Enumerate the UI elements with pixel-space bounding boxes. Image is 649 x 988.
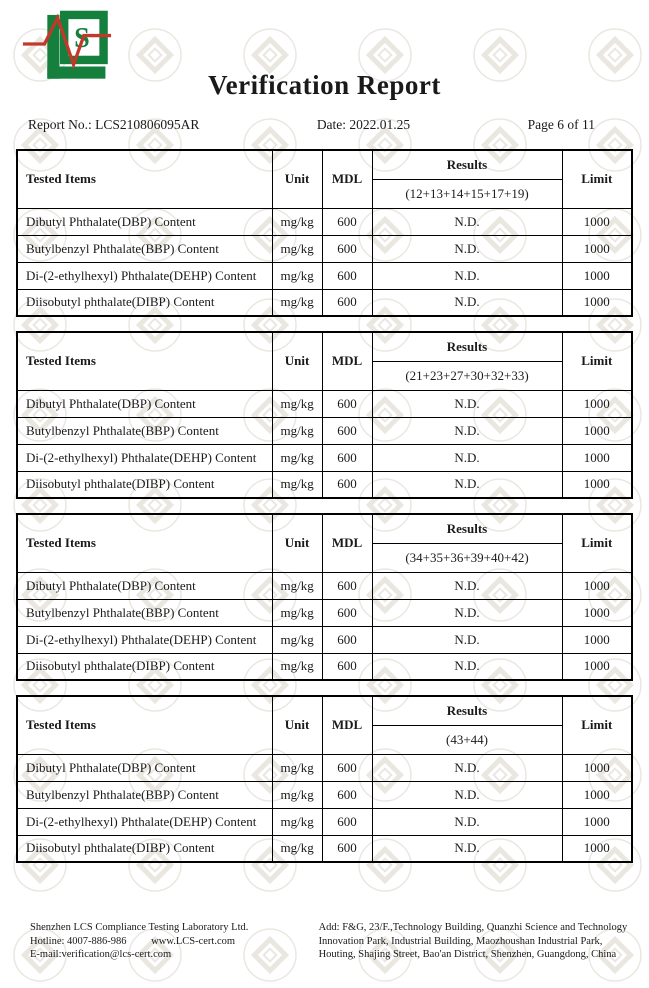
result-value: N.D. xyxy=(372,417,562,444)
table-header-row xyxy=(17,514,632,543)
tested-item: Diisobutyl phthalate(DIBP) Content xyxy=(17,289,272,316)
table-header-row xyxy=(17,150,632,179)
table-row xyxy=(17,390,632,417)
website-link[interactable]: www.LCS-cert.com xyxy=(151,935,236,947)
limit-value: 1000 xyxy=(562,781,632,808)
result-value: N.D. xyxy=(372,572,562,599)
mdl-value: 600 xyxy=(322,599,372,626)
page-number: Page 6 of 11 xyxy=(527,117,595,132)
tested-item: Dibutyl Phthalate(DBP) Content xyxy=(17,390,272,417)
header-limit: Limit xyxy=(562,150,632,208)
table-row xyxy=(17,754,632,781)
header-limit: Limit xyxy=(562,514,632,572)
table-row xyxy=(17,235,632,262)
limit-value: 1000 xyxy=(562,417,632,444)
mdl-value: 600 xyxy=(322,444,372,471)
result-value: N.D. xyxy=(372,599,562,626)
tested-item: Dibutyl Phthalate(DBP) Content xyxy=(17,572,272,599)
address-line: Add: F&G, 23/F.,Technology Building, Quanzhi Science and Technology xyxy=(318,922,628,933)
limit-value: 1000 xyxy=(562,808,632,835)
email-link[interactable]: E-mail:verification@lcs-cert.com xyxy=(30,949,172,960)
limit-value: 1000 xyxy=(562,626,632,653)
header-results: Results xyxy=(372,332,562,361)
result-value: N.D. xyxy=(372,471,562,498)
results-table-1 xyxy=(16,149,633,317)
result-value: N.D. xyxy=(372,626,562,653)
unit-value: mg/kg xyxy=(272,471,322,498)
mdl-value: 600 xyxy=(322,235,372,262)
limit-value: 1000 xyxy=(562,599,632,626)
table-row xyxy=(17,444,632,471)
tested-item: Butylbenzyl Phthalate(BBP) Content xyxy=(17,417,272,444)
unit-value: mg/kg xyxy=(272,235,322,262)
header-unit: Unit xyxy=(272,332,322,390)
results-table-4 xyxy=(16,695,633,863)
limit-value: 1000 xyxy=(562,835,632,862)
mdl-value: 600 xyxy=(322,626,372,653)
header-tested-items: Tested Items xyxy=(17,514,272,572)
footer-contact-block xyxy=(30,921,319,962)
limit-value: 1000 xyxy=(562,653,632,680)
report-number: Report No.: LCS210806095AR xyxy=(28,117,200,132)
header-limit: Limit xyxy=(562,696,632,754)
mdl-value: 600 xyxy=(322,754,372,781)
mdl-value: 600 xyxy=(322,208,372,235)
unit-value: mg/kg xyxy=(272,626,322,653)
result-value: N.D. xyxy=(372,235,562,262)
limit-value: 1000 xyxy=(562,235,632,262)
results-table-2 xyxy=(16,331,633,499)
header-tested-items: Tested Items xyxy=(17,332,272,390)
address-line: Houting, Shajing Street, Bao'an District, Shenzhen, Guangdong, China xyxy=(318,949,617,960)
result-value: N.D. xyxy=(372,653,562,680)
lcs-logo-icon xyxy=(22,4,112,84)
hotline: Hotline: 4007-886-986 xyxy=(30,935,127,947)
unit-value: mg/kg xyxy=(272,572,322,599)
unit-value: mg/kg xyxy=(272,208,322,235)
mdl-value: 600 xyxy=(322,835,372,862)
table-row xyxy=(17,781,632,808)
header-unit: Unit xyxy=(272,696,322,754)
result-value: N.D. xyxy=(372,208,562,235)
unit-value: mg/kg xyxy=(272,262,322,289)
result-value: N.D. xyxy=(372,390,562,417)
table-row xyxy=(17,208,632,235)
result-value: N.D. xyxy=(372,444,562,471)
mdl-value: 600 xyxy=(322,572,372,599)
unit-value: mg/kg xyxy=(272,390,322,417)
mdl-value: 600 xyxy=(322,808,372,835)
result-value: N.D. xyxy=(372,262,562,289)
result-value: N.D. xyxy=(372,781,562,808)
mdl-value: 600 xyxy=(322,653,372,680)
header-mdl: MDL xyxy=(322,332,372,390)
header-unit: Unit xyxy=(272,150,322,208)
result-value: N.D. xyxy=(372,808,562,835)
tested-item: Di-(2-ethylhexyl) Phthalate(DEHP) Content xyxy=(17,444,272,471)
limit-value: 1000 xyxy=(562,572,632,599)
unit-value: mg/kg xyxy=(272,599,322,626)
tested-item: Dibutyl Phthalate(DBP) Content xyxy=(17,754,272,781)
unit-value: mg/kg xyxy=(272,653,322,680)
mdl-value: 600 xyxy=(322,289,372,316)
page-title: Verification Report xyxy=(208,70,441,100)
header-mdl: MDL xyxy=(322,514,372,572)
limit-value: 1000 xyxy=(562,262,632,289)
unit-value: mg/kg xyxy=(272,754,322,781)
header-mdl: MDL xyxy=(322,150,372,208)
table-header-row xyxy=(17,332,632,361)
limit-value: 1000 xyxy=(562,471,632,498)
results-group: (43+44) xyxy=(372,725,562,754)
results-group: (21+23+27+30+32+33) xyxy=(372,361,562,390)
header-results: Results xyxy=(372,514,562,543)
result-value: N.D. xyxy=(372,754,562,781)
results-table-3 xyxy=(16,513,633,681)
mdl-value: 600 xyxy=(322,417,372,444)
unit-value: mg/kg xyxy=(272,781,322,808)
table-row xyxy=(17,599,632,626)
results-group: (12+13+14+15+17+19) xyxy=(372,179,562,208)
report-meta-row xyxy=(0,117,649,135)
mdl-value: 600 xyxy=(322,471,372,498)
tested-item: Butylbenzyl Phthalate(BBP) Content xyxy=(17,599,272,626)
page-footer xyxy=(30,921,635,962)
tested-item: Di-(2-ethylhexyl) Phthalate(DEHP) Content xyxy=(17,262,272,289)
footer-address-block xyxy=(319,921,635,962)
table-row xyxy=(17,289,632,316)
mdl-value: 600 xyxy=(322,262,372,289)
table-row xyxy=(17,572,632,599)
mdl-value: 600 xyxy=(322,781,372,808)
unit-value: mg/kg xyxy=(272,417,322,444)
tested-item: Diisobutyl phthalate(DIBP) Content xyxy=(17,835,272,862)
header-results: Results xyxy=(372,696,562,725)
results-group: (34+35+36+39+40+42) xyxy=(372,543,562,572)
header-unit: Unit xyxy=(272,514,322,572)
limit-value: 1000 xyxy=(562,390,632,417)
table-row xyxy=(17,653,632,680)
company-name: Shenzhen LCS Compliance Testing Laboratory Ltd. xyxy=(30,922,249,933)
result-value: N.D. xyxy=(372,289,562,316)
tested-item: Dibutyl Phthalate(DBP) Content xyxy=(17,208,272,235)
tested-item: Butylbenzyl Phthalate(BBP) Content xyxy=(17,781,272,808)
table-row xyxy=(17,835,632,862)
table-row xyxy=(17,471,632,498)
table-row xyxy=(17,626,632,653)
table-row xyxy=(17,417,632,444)
limit-value: 1000 xyxy=(562,754,632,781)
hotline-line xyxy=(30,935,319,949)
header-results: Results xyxy=(372,150,562,179)
header-limit: Limit xyxy=(562,332,632,390)
header-tested-items: Tested Items xyxy=(17,696,272,754)
tested-item: Butylbenzyl Phthalate(BBP) Content xyxy=(17,235,272,262)
unit-value: mg/kg xyxy=(272,289,322,316)
limit-value: 1000 xyxy=(562,289,632,316)
limit-value: 1000 xyxy=(562,444,632,471)
report-date: Date: 2022.01.25 xyxy=(316,117,411,132)
header-mdl: MDL xyxy=(322,696,372,754)
table-row xyxy=(17,808,632,835)
header-tested-items: Tested Items xyxy=(17,150,272,208)
tested-item: Di-(2-ethylhexyl) Phthalate(DEHP) Content xyxy=(17,626,272,653)
table-row xyxy=(17,262,632,289)
logo-letter: S xyxy=(74,22,90,54)
tested-item: Diisobutyl phthalate(DIBP) Content xyxy=(17,653,272,680)
unit-value: mg/kg xyxy=(272,835,322,862)
tested-item: Diisobutyl phthalate(DIBP) Content xyxy=(17,471,272,498)
address-line: Innovation Park, Industrial Building, Maozhoushan Industrial Park, xyxy=(318,935,603,947)
table-header-row xyxy=(17,696,632,725)
mdl-value: 600 xyxy=(322,390,372,417)
result-value: N.D. xyxy=(372,835,562,862)
unit-value: mg/kg xyxy=(272,444,322,471)
unit-value: mg/kg xyxy=(272,808,322,835)
limit-value: 1000 xyxy=(562,208,632,235)
tested-item: Di-(2-ethylhexyl) Phthalate(DEHP) Content xyxy=(17,808,272,835)
